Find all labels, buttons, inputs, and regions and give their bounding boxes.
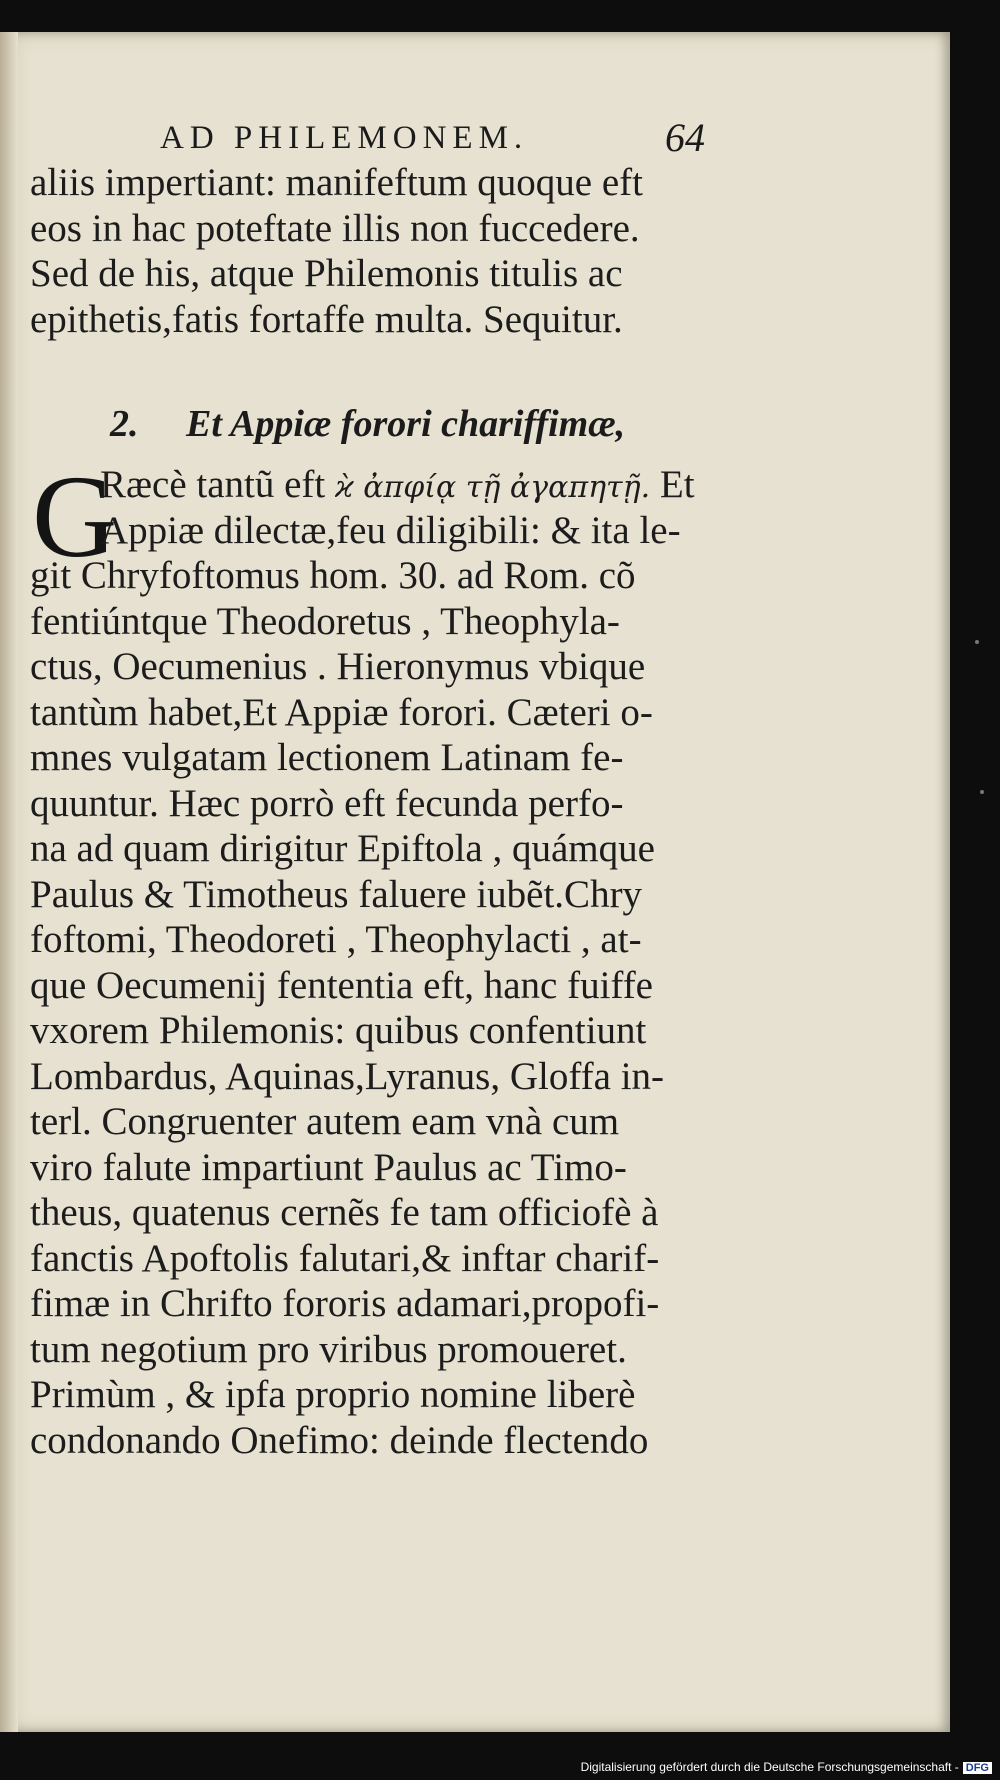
text-line: eos in hac poteftate illis non fuccedere. bbox=[30, 206, 640, 250]
heading-number: 2. bbox=[110, 403, 139, 445]
text-line: fanctis Apoftolis falutari,& inftar charif- bbox=[30, 1236, 660, 1280]
text-segment: Et bbox=[650, 463, 695, 506]
page-gutter-shadow bbox=[0, 32, 18, 1732]
heading-text: Et Appiæ forori chariffimæ, bbox=[186, 403, 626, 445]
drop-cap: G bbox=[32, 451, 118, 582]
text-line: Sed de his, atque Philemonis titulis ac bbox=[30, 252, 623, 295]
book-page bbox=[0, 32, 950, 1732]
scan-speck bbox=[980, 790, 984, 794]
running-head: AD PHILEMONEM. bbox=[160, 120, 529, 156]
text-line: que Oecumenij fententia eft, hanc fuiffe bbox=[30, 963, 653, 1007]
text-line: epithetis,fatis fortaffe multa. Sequitur. bbox=[30, 297, 623, 341]
paragraph-1 bbox=[30, 160, 710, 342]
text-line: terl. Congruenter autem eam vnà cum bbox=[30, 1100, 620, 1143]
text-line: tantùm habet,Et Appiæ forori. Cæteri o- bbox=[30, 690, 653, 734]
text-line: mnes vulgatam lectionem Latinam fe- bbox=[30, 736, 624, 779]
text-line-first bbox=[30, 462, 710, 508]
text-line: foftomi, Theodoreti , Theophylacti , at- bbox=[30, 918, 642, 961]
text-line: Appiæ dilectæ,feu diligibili: & ita le- bbox=[100, 508, 681, 552]
credit-text: Digitalisierung gefördert durch die Deutsche Forschungsgemeinschaft - bbox=[580, 1760, 959, 1774]
greek-quote: ϰ̀ ἀπφίᾳ τῇ ἀγαπητῇ. bbox=[335, 470, 651, 505]
text-line: theus, quatenus cernẽs fe tam officiofè à bbox=[30, 1191, 659, 1234]
paragraph-2 bbox=[30, 451, 710, 1463]
dfg-logo: DFG bbox=[963, 1762, 992, 1774]
text-line: fentiúntque Theodoretus , Theophyla- bbox=[30, 599, 620, 643]
text-line: Paulus & Timotheus faluere iubẽt.Chry bbox=[30, 872, 643, 916]
text-line: fimæ in Chrifto fororis adamari,propofi- bbox=[30, 1282, 660, 1325]
text-line: Lombardus, Aquinas,Lyranus, Gloffa in- bbox=[30, 1054, 665, 1098]
digitization-credit bbox=[581, 1760, 992, 1774]
section-heading bbox=[110, 402, 625, 446]
text-line: na ad quam dirigitur Epiftola , quámque bbox=[30, 827, 655, 870]
text-segment: Ræcè tantũ eft bbox=[100, 463, 336, 506]
text-line: git Chryfoftomus hom. 30. ad Rom. cõ bbox=[30, 554, 636, 597]
text-line: aliis impertiant: manifeftum quoque eft bbox=[30, 161, 643, 204]
text-line: condonando Onefimo: deinde flectendo bbox=[30, 1418, 649, 1462]
text-line: Primùm , & ipfa proprio nomine liberè bbox=[30, 1373, 636, 1416]
scan-speck bbox=[975, 640, 979, 644]
text-line: quuntur. Hæc porrò eft fecunda perfo- bbox=[30, 781, 624, 825]
text-line: viro falute impartiunt Paulus ac Timo- bbox=[30, 1145, 627, 1189]
text-line: vxorem Philemonis: quibus confentiunt bbox=[30, 1009, 647, 1052]
text-line: tum negotium pro viribus promoueret. bbox=[30, 1327, 627, 1371]
text-line: ctus, Oecumenius . Hieronymus vbique bbox=[30, 645, 646, 688]
page-number: 64 bbox=[665, 115, 705, 160]
